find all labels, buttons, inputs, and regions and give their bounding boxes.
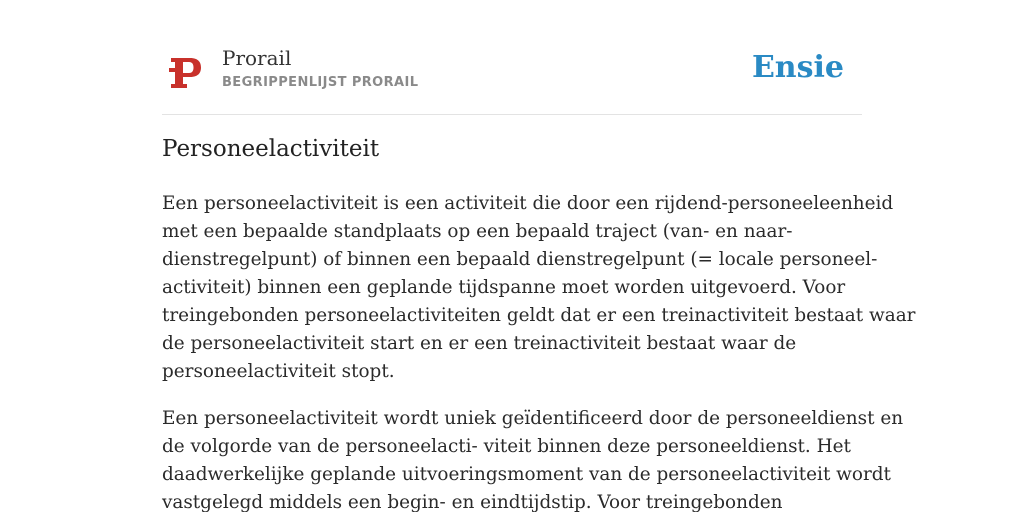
text-line: de personeelactiviteit start en er een treinactiviteit bestaat waar de (162, 333, 797, 354)
article-body (162, 190, 916, 512)
paragraph-2 (162, 405, 904, 512)
prorail-p-logo-icon[interactable] (169, 52, 203, 90)
text-line: Een personeelactiviteit is een activiteit die door een rijdend-personeeleenheid (162, 193, 894, 214)
page-title: Personeelactiviteit (162, 136, 380, 162)
text-line: Een personeelactiviteit wordt uniek geïdentificeerd door de personeeldienst en (162, 408, 904, 429)
paragraph-1 (162, 190, 916, 386)
site-name[interactable]: Prorail (222, 46, 292, 70)
text-line: met een bepaalde standplaats op een bepaald traject (van- en naar- (162, 221, 793, 242)
text-line: treingebonden personeelactiviteiten geldt dat er een treinactiviteit bestaat waar (162, 305, 916, 326)
text-line: vastgelegd middels een begin- en eindtijdstip. Voor treingebonden (162, 492, 783, 512)
text-line: personeelactiviteit stopt. (162, 361, 395, 382)
text-line: daadwerkelijke geplande uitvoeringsmoment van de personeelactiviteit wordt (162, 464, 891, 485)
site-subtitle[interactable]: BEGRIPPENLIJST PRORAIL (222, 75, 419, 90)
site-header (162, 38, 862, 115)
text-line: de volgorde van de personeelacti- viteit binnen deze personeeldienst. Het (162, 436, 851, 457)
text-line: dienstregelpunt) of binnen een bepaald dienstregelpunt (= locale personeel- (162, 249, 878, 270)
text-line: activiteit) binnen een geplande tijdspanne moet worden uitgevoerd. Voor (162, 277, 846, 298)
ensie-brand-logo[interactable]: Ensie (751, 50, 844, 85)
